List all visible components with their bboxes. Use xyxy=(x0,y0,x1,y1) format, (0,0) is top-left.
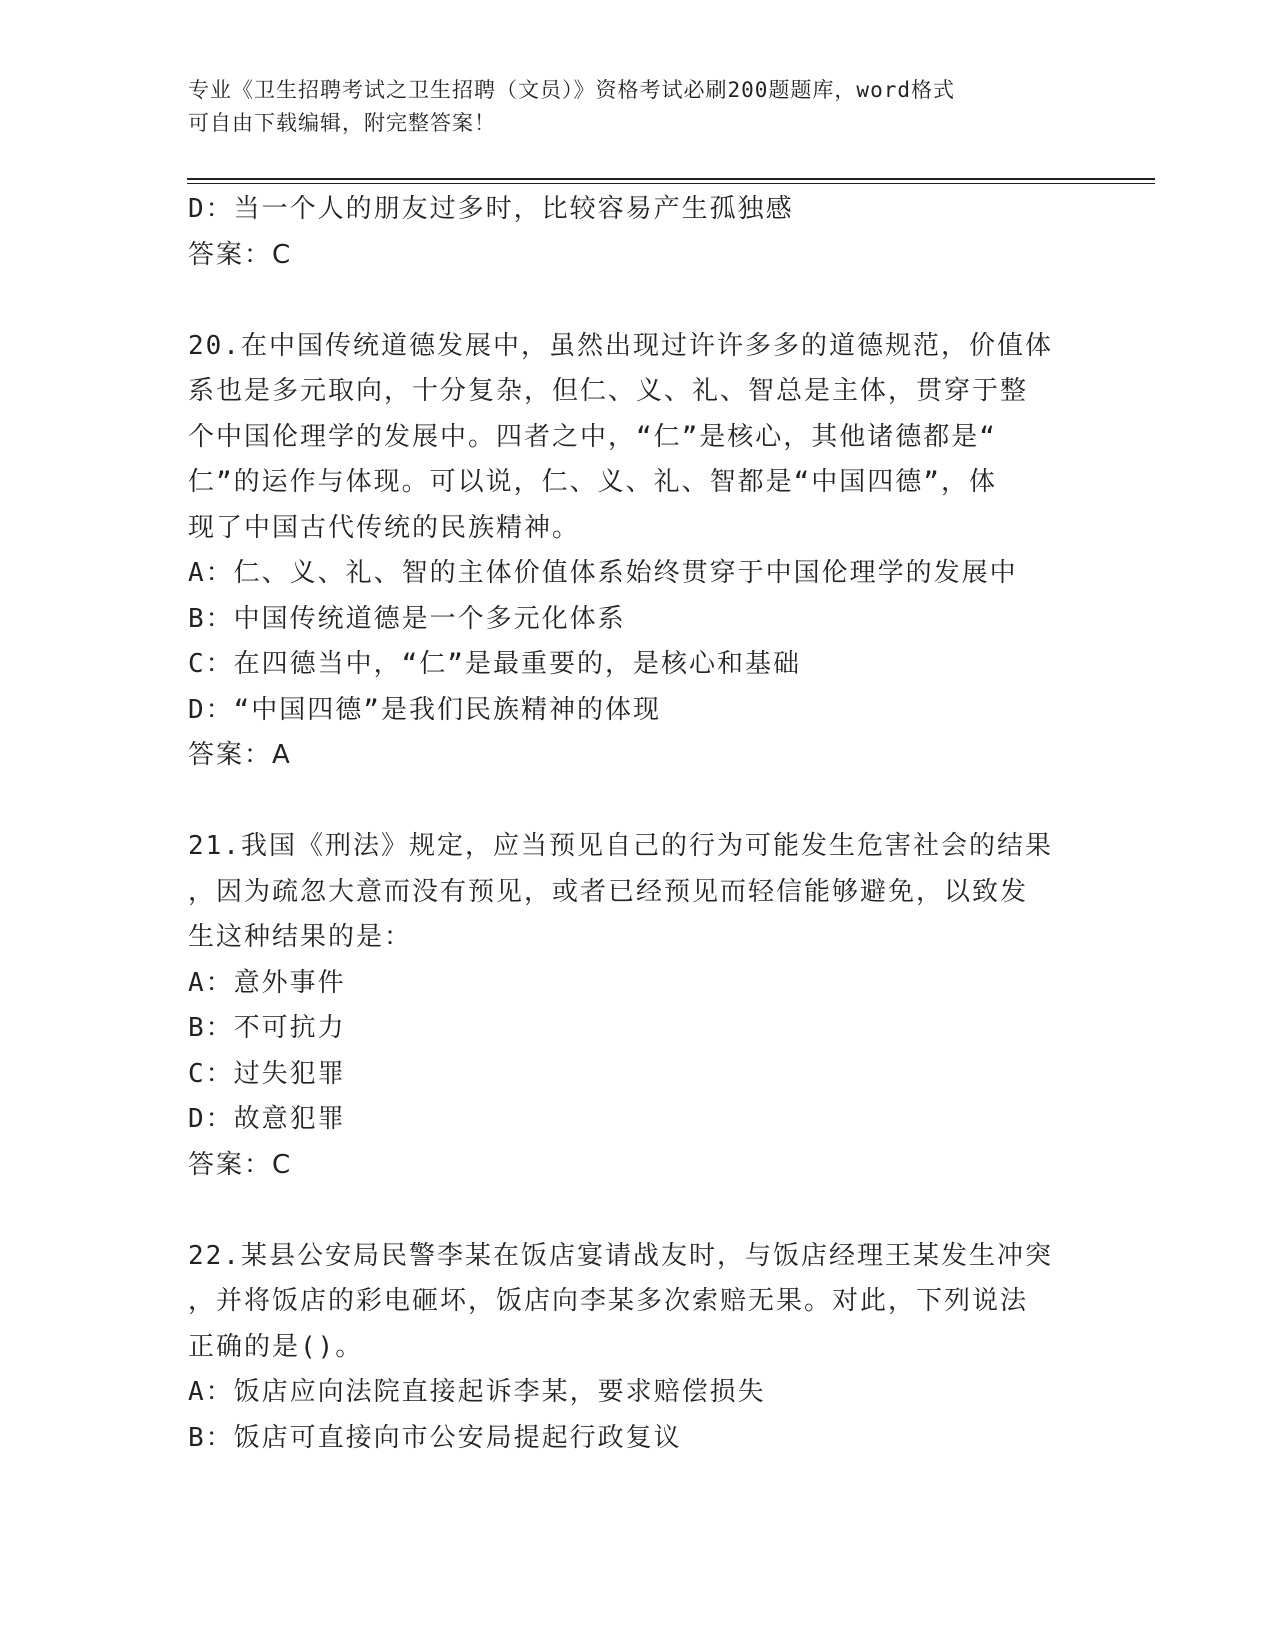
option-a: A：仁、义、礼、智的主体价值体系始终贯穿于中国伦理学的发展中 xyxy=(188,558,1018,588)
option-a: A：饭店应向法院直接起诉李某，要求赔偿损失 xyxy=(188,1377,766,1407)
header-line-2: 可自由下载编辑，附完整答案！ xyxy=(188,111,496,135)
spacer xyxy=(188,779,1088,825)
spacer xyxy=(188,278,1088,324)
document-body xyxy=(188,187,1088,1461)
question-text: 22.某县公安局民警李某在饭店宴请战友时，与饭店经理王某发生冲突 ，并将饭店的彩电砸坏，饭店向李某多次索赔无果。对此，下列说法 正确的是()。 xyxy=(188,1240,1053,1362)
answer-line: 答案：C xyxy=(188,239,293,270)
option-d: D：故意犯罪 xyxy=(188,1104,346,1134)
question-text: 20.在中国传统道德发展中，虽然出现过许许多多的道德规范，价值体 系也是多元取向，十分复杂，但仁、义、礼、智总是主体，贯穿于整 个中国伦理学的发展中。四者之中，“仁”是核心，其他诸德都是“ 仁”的运作与体现。可以说，仁、义、礼、智都是“中国四德”，体 现了中国古代传统的民族精神。 xyxy=(188,330,1053,543)
option-b: B：中国传统道德是一个多元化体系 xyxy=(188,603,626,634)
spacer xyxy=(188,1188,1088,1234)
question-20 xyxy=(188,324,1088,779)
answer-line: 答案：C xyxy=(188,1149,293,1180)
document-header xyxy=(188,74,1068,140)
question-text: 21.我国《刑法》规定，应当预见自己的行为可能发生危害社会的结果 ，因为疏忽大意而没有预见，或者已经预见而轻信能够避免，以致发 生这种结果的是： xyxy=(188,831,1053,952)
header-divider-thick xyxy=(187,178,1155,180)
option-d: D：当一个人的朋友过多时，比较容易产生孤独感 xyxy=(188,194,794,224)
option-c: C：过失犯罪 xyxy=(188,1058,346,1089)
option-a: A：意外事件 xyxy=(188,967,346,998)
option-d: D：“中国四德”是我们民族精神的体现 xyxy=(188,694,661,725)
header-line-1: 专业《卫生招聘考试之卫生招聘（文员）》资格考试必刷200题题库，word格式 xyxy=(188,78,955,102)
option-c: C：在四德当中，“仁”是最重要的，是核心和基础 xyxy=(188,649,801,679)
answer-line: 答案：A xyxy=(188,740,292,770)
question-22 xyxy=(188,1234,1088,1462)
question-21 xyxy=(188,824,1088,1188)
option-b: B：饭店可直接向市公安局提起行政复议 xyxy=(188,1422,682,1453)
header-divider-thin xyxy=(187,183,1155,184)
option-b: B：不可抗力 xyxy=(188,1013,346,1043)
